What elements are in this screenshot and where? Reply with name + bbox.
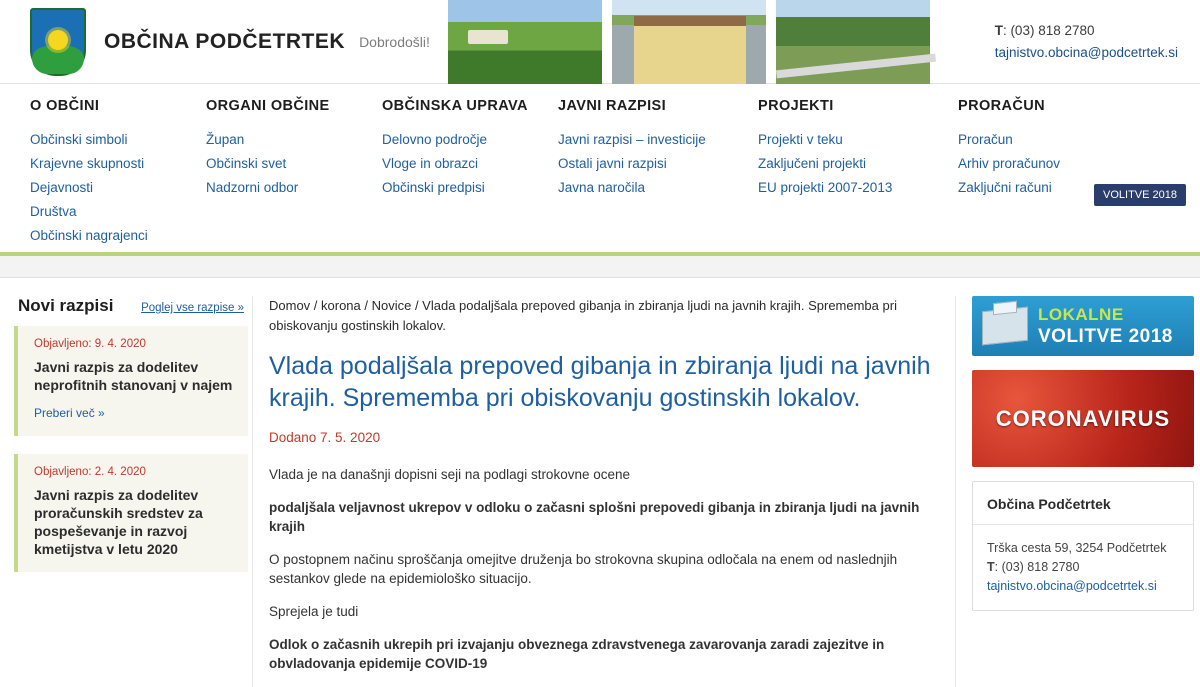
list-item[interactable] bbox=[14, 326, 248, 436]
banner-coronavirus-text: CORONAVIRUS bbox=[995, 405, 1171, 431]
sidebar-left bbox=[0, 296, 248, 687]
sidebar-right bbox=[956, 296, 1200, 687]
nav-link-obcinski-simboli[interactable]: Občinski simboli bbox=[30, 132, 128, 147]
nav-link-vloge-in-obrazci[interactable]: Vloge in obrazci bbox=[382, 156, 479, 171]
nav-link-dejavnosti[interactable]: Dejavnosti bbox=[30, 180, 94, 195]
header-phone: : (03) 818 2780 bbox=[1002, 23, 1095, 38]
contact-info-box bbox=[972, 481, 1194, 611]
site-header bbox=[0, 0, 1200, 84]
nav-link-krajevne-skupnosti[interactable]: Krajevne skupnosti bbox=[30, 156, 145, 171]
nav-link-eu-projekti[interactable]: EU projekti 2007-2013 bbox=[758, 180, 893, 195]
nav-link-ostali-javni-razpisi[interactable]: Ostali javni razpisi bbox=[558, 156, 667, 171]
contact-box-heading: Občina Podčetrtek bbox=[973, 482, 1193, 525]
nav-link-obcinski-nagrajenci[interactable]: Občinski nagrajenci bbox=[30, 228, 148, 243]
ballot-box-icon bbox=[982, 307, 1028, 346]
banner-local-elections[interactable] bbox=[972, 296, 1194, 356]
nav-bottom-strip bbox=[0, 256, 1200, 278]
nav-link-arhiv-proracunov[interactable]: Arhiv proračunov bbox=[958, 156, 1061, 171]
header-contact bbox=[995, 20, 1178, 64]
article-paragraph: O postopnem načinu sproščanja omejitve druženja bo strokovna skupina odločala na enem od naslednjih sestankov glede na epidemiološko situacijo. bbox=[269, 552, 898, 586]
header-photo-road bbox=[776, 0, 930, 84]
article-column bbox=[252, 296, 956, 687]
municipality-logo[interactable] bbox=[30, 8, 86, 76]
nav-link-drustva[interactable]: Društva bbox=[30, 204, 77, 219]
nav-column-javni-razpisi bbox=[558, 98, 758, 248]
list-item[interactable] bbox=[14, 454, 248, 572]
contact-phone-label: T bbox=[987, 560, 995, 574]
breadcrumb[interactable]: Domov / korona / Novice / Vlada podaljšala prepoved gibanja in zbiranja ljudi na javnih krajih. Sprememba pri obiskovanju gostinskih lokalov. bbox=[269, 298, 897, 333]
sidebar-left-title: Novi razpisi bbox=[18, 296, 114, 315]
coat-of-arms-icon bbox=[30, 8, 86, 76]
article-paragraph: podaljšala veljavnost ukrepov v odloku o začasni splošni prepovedi gibanja in zbiranja ljudi na javnih krajih bbox=[269, 500, 920, 534]
nav-heading-javni-razpisi[interactable]: JAVNI RAZPISI bbox=[558, 98, 667, 114]
article-paragraph: Vlada je na današnji dopisni seji na podlagi strokovne ocene bbox=[269, 467, 630, 482]
see-all-tenders-link[interactable]: Poglej vse razpise » bbox=[141, 302, 244, 314]
nav-link-zupan[interactable]: Župan bbox=[206, 132, 245, 147]
banner-elections-line1: LOKALNE bbox=[1038, 305, 1124, 324]
main-navigation bbox=[0, 84, 1200, 256]
header-phone-label: T bbox=[994, 23, 1003, 38]
nav-link-obcinski-svet[interactable]: Občinski svet bbox=[206, 156, 287, 171]
nav-heading-o-obcini[interactable]: O OBČINI bbox=[30, 98, 100, 114]
nav-heading-organi-obcine[interactable]: ORGANI OBČINE bbox=[206, 98, 330, 114]
site-title: OBČINA PODČETRTEK bbox=[104, 29, 346, 53]
banner-coronavirus[interactable] bbox=[972, 370, 1194, 467]
nav-column-projekti bbox=[758, 98, 958, 248]
contact-address: Trška cesta 59, 3254 Podčetrtek bbox=[987, 541, 1167, 555]
nav-column-proracun bbox=[958, 98, 1134, 248]
page-main bbox=[0, 278, 1200, 687]
elections-badge[interactable]: VOLITVE 2018 bbox=[1094, 184, 1186, 206]
header-email-link[interactable]: tajnistvo.obcina@podcetrtek.si bbox=[994, 45, 1178, 60]
contact-email-link[interactable]: tajnistvo.obcina@podcetrtek.si bbox=[987, 579, 1157, 593]
tender-read-more-link[interactable]: Preberi več » bbox=[34, 406, 105, 420]
header-photo-building bbox=[612, 0, 766, 84]
welcome-text: Dobrodošli! bbox=[359, 33, 430, 50]
tender-published-date: Objavljeno: 2. 4. 2020 bbox=[34, 466, 146, 478]
nav-link-proracun[interactable]: Proračun bbox=[958, 132, 1013, 147]
contact-phone: : (03) 818 2780 bbox=[994, 560, 1080, 574]
tender-title[interactable]: Javni razpis za dodelitev neprofitnih stanovanj v najem bbox=[34, 359, 233, 393]
article-paragraph: Sprejela je tudi bbox=[269, 604, 359, 619]
nav-columns bbox=[30, 98, 1200, 248]
nav-heading-proracun[interactable]: PRORAČUN bbox=[958, 98, 1045, 114]
banner-elections-line2: VOLITVE 2018 bbox=[1038, 326, 1173, 347]
nav-link-javni-razpisi-investicije[interactable]: Javni razpisi – investicije bbox=[558, 132, 706, 147]
sidebar-left-header bbox=[14, 296, 248, 326]
nav-link-projekti-v-teku[interactable]: Projekti v teku bbox=[758, 132, 843, 147]
nav-heading-obcinska-uprava[interactable]: OBČINSKA UPRAVA bbox=[382, 98, 528, 114]
nav-link-obcinski-predpisi[interactable]: Občinski predpisi bbox=[382, 180, 485, 195]
nav-heading-projekti[interactable]: PROJEKTI bbox=[758, 98, 834, 114]
nav-column-organi-obcine bbox=[206, 98, 382, 248]
article-date: Dodano 7. 5. 2020 bbox=[269, 430, 381, 445]
tender-title[interactable]: Javni razpis za dodelitev proračunskih sredstev za pospeševanje in razvoj kmetijstva v letu 2020 bbox=[34, 487, 203, 557]
nav-link-nadzorni-odbor[interactable]: Nadzorni odbor bbox=[206, 180, 299, 195]
nav-link-javna-narocila[interactable]: Javna naročila bbox=[558, 180, 646, 195]
nav-column-o-obcini bbox=[30, 98, 206, 248]
header-photo-strip bbox=[448, 0, 930, 84]
article-paragraph: Odlok o začasnih ukrepih pri izvajanju obveznega zdravstvenega zavarovanja zaradi zajezitve in obvladovanja epidemije COVID-19 bbox=[269, 637, 885, 671]
nav-link-zakljucni-racuni[interactable]: Zaključni računi bbox=[958, 180, 1052, 195]
tender-published-date: Objavljeno: 9. 4. 2020 bbox=[34, 338, 146, 350]
contact-box-body bbox=[973, 525, 1193, 610]
header-photo-landscape bbox=[448, 0, 602, 84]
page-title: Vlada podaljšala prepoved gibanja in zbiranja ljudi na javnih krajih. Sprememba pri obiskovanju gostinskih lokalov. bbox=[269, 352, 931, 412]
nav-link-zakljuceni-projekti[interactable]: Zaključeni projekti bbox=[758, 156, 867, 171]
nav-link-delovno-podrocje[interactable]: Delovno področje bbox=[382, 132, 488, 147]
nav-column-obcinska-uprava bbox=[382, 98, 558, 248]
